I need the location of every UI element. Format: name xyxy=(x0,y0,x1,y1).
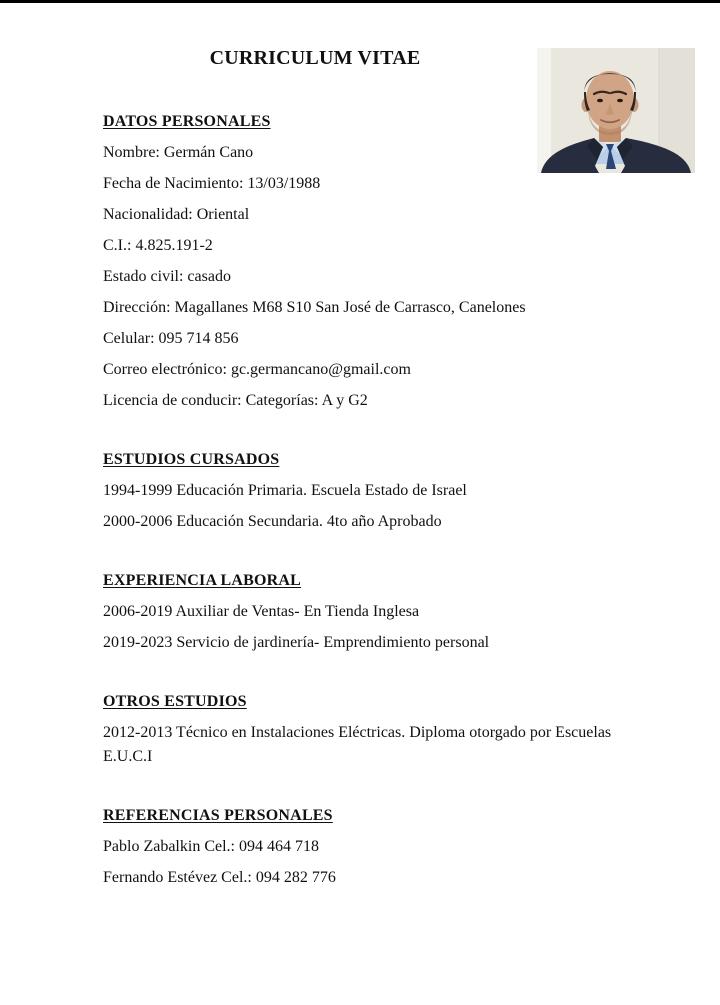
section-experiencia-laboral xyxy=(103,541,618,662)
otros-estudios-tecnico-electrico: 2012-2013 Técnico en Instalaciones Eléctricas. Diploma otorgado por Escuelas E.U.C.I xyxy=(103,724,612,765)
estudio-primaria: 1994-1999 Educación Primaria. Escuela Estado de Israel xyxy=(103,482,467,499)
field-licencia-conducir: Licencia de conducir: Categorías: A y G2 xyxy=(103,392,368,409)
cv-content xyxy=(103,44,618,897)
field-cedula-identidad: C.I.: 4.825.191-2 xyxy=(103,237,213,254)
experiencia-jardineria: 2019-2023 Servicio de jardinería- Emprendimiento personal xyxy=(103,634,490,651)
referencia-pablo-zabalkin: Pablo Zabalkin Cel.: 094 464 718 xyxy=(103,838,319,855)
section-referencias-personales xyxy=(103,776,618,897)
section-heading-datos-personales: DATOS PERSONALES xyxy=(103,113,271,130)
field-fecha-nacimiento: Fecha de Nacimiento: 13/03/1988 xyxy=(103,175,321,192)
section-heading-referencias-personales: REFERENCIAS PERSONALES xyxy=(103,807,333,824)
section-estudios-cursados xyxy=(103,420,618,541)
section-datos-personales xyxy=(103,110,618,420)
field-estado-civil: Estado civil: casado xyxy=(103,268,231,285)
referencia-fernando-estevez: Fernando Estévez Cel.: 094 282 776 xyxy=(103,869,336,886)
section-heading-estudios-cursados: ESTUDIOS CURSADOS xyxy=(103,451,280,468)
field-nombre: Nombre: Germán Cano xyxy=(103,144,254,161)
estudio-secundaria: 2000-2006 Educación Secundaria. 4to año Aprobado xyxy=(103,513,442,530)
experiencia-tienda-inglesa: 2006-2019 Auxiliar de Ventas- En Tienda Inglesa xyxy=(103,603,420,620)
top-border-line xyxy=(0,0,720,3)
section-heading-experiencia-laboral: EXPERIENCIA LABORAL xyxy=(103,572,302,589)
field-nacionalidad: Nacionalidad: Oriental xyxy=(103,206,250,223)
section-heading-otros-estudios: OTROS ESTUDIOS xyxy=(103,693,247,710)
field-celular: Celular: 095 714 856 xyxy=(103,330,239,347)
field-correo-electronico: Correo electrónico: gc.germancano@gmail.com xyxy=(103,361,411,378)
section-otros-estudios xyxy=(103,662,618,776)
field-direccion: Dirección: Magallanes M68 S10 San José de Carrasco, Canelones xyxy=(103,299,526,316)
page-title: CURRICULUM VITAE xyxy=(209,47,421,69)
